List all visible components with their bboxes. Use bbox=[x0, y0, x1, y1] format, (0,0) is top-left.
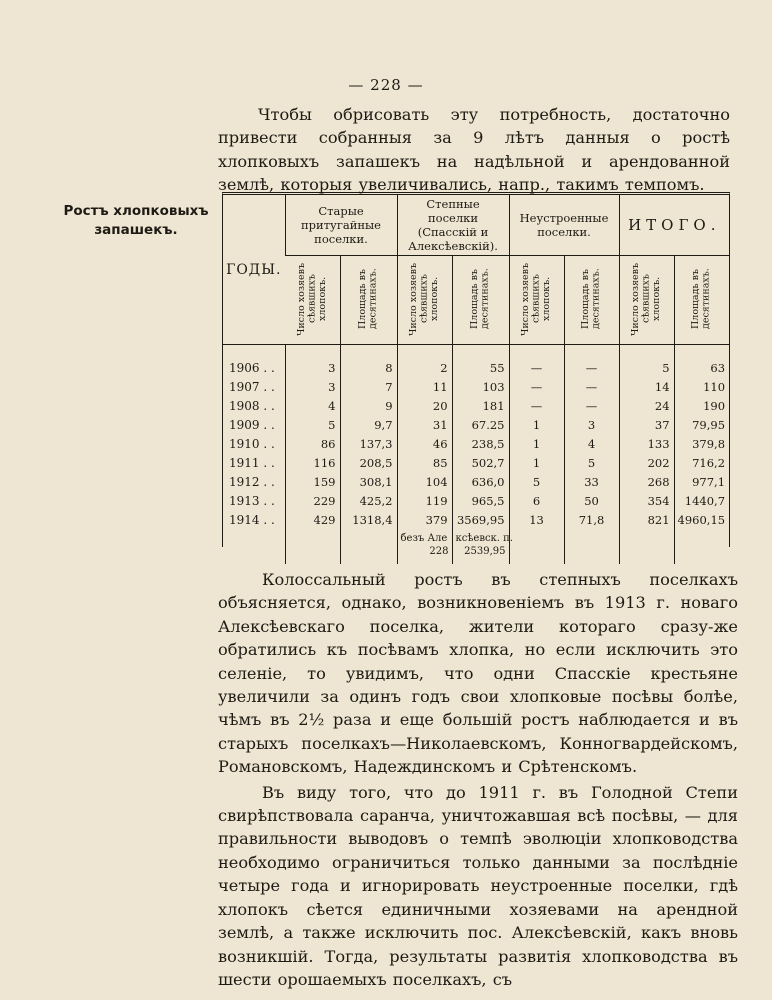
note-row-1914 bbox=[223, 532, 729, 558]
page-number: — 228 — bbox=[348, 76, 424, 94]
body-text bbox=[218, 568, 738, 991]
cell-a1: 8 bbox=[340, 361, 397, 380]
cell-a3: 50 bbox=[564, 494, 619, 513]
year-cell: 1909 . . bbox=[229, 418, 275, 432]
cell-ct: 821 bbox=[619, 513, 674, 532]
cell-c2: 379 bbox=[397, 513, 452, 532]
cell-c3: — bbox=[509, 399, 564, 418]
cell-a3: 4 bbox=[564, 437, 619, 456]
year-cell: 1906 . . bbox=[229, 361, 275, 375]
sub-header-count: Число хозяевъ сѣявшихъ хлопокъ. bbox=[619, 256, 674, 345]
cell-a2: 67.25 bbox=[452, 418, 509, 437]
cell-c2: 104 bbox=[397, 475, 452, 494]
cell-at: 977,1 bbox=[674, 475, 729, 494]
year-cell: 1912 . . bbox=[229, 475, 275, 489]
cell-c3: 5 bbox=[509, 475, 564, 494]
intro-paragraph bbox=[218, 103, 730, 197]
cell-a1: 208,5 bbox=[340, 456, 397, 475]
table-row bbox=[223, 513, 729, 532]
sub-header-count: Число хозяевъ сѣявшихъ хлопокъ. bbox=[509, 256, 564, 345]
cell-ct: 24 bbox=[619, 399, 674, 418]
cell-a2: 502,7 bbox=[452, 456, 509, 475]
cell-c1: 116 bbox=[285, 456, 340, 475]
note-right bbox=[455, 532, 513, 558]
cell-c2: 31 bbox=[397, 418, 452, 437]
table-row bbox=[223, 380, 729, 399]
cotton-acreage-table bbox=[223, 195, 729, 564]
note-left-line2: 228 bbox=[429, 546, 449, 557]
cell-c1: 5 bbox=[285, 418, 340, 437]
cell-at: 63 bbox=[674, 361, 729, 380]
cotton-table bbox=[222, 192, 730, 557]
cell-c3: 1 bbox=[509, 437, 564, 456]
table-filler-row bbox=[223, 558, 729, 564]
table-row bbox=[223, 475, 729, 494]
cell-c2: 20 bbox=[397, 399, 452, 418]
cell-c3: — bbox=[509, 380, 564, 399]
year-cell: 1910 . . bbox=[229, 437, 275, 451]
table-row bbox=[223, 399, 729, 418]
cell-a1: 1318,4 bbox=[340, 513, 397, 532]
table-spacer-row bbox=[223, 345, 729, 362]
cell-at: 190 bbox=[674, 399, 729, 418]
cell-at: 4960,15 bbox=[674, 513, 729, 532]
intro-text: Чтобы обрисовать эту потребность, достаточно привести собранныя за 9 лѣтъ данныя о ростѣ хлопковыхъ запашекъ на надѣльной и арендованной землѣ, которыя увеличивались, напр., такимъ темпомъ. bbox=[218, 105, 730, 195]
cell-ct: 268 bbox=[619, 475, 674, 494]
note-right-line2: 2539,95 bbox=[464, 546, 506, 557]
cell-a2: 238,5 bbox=[452, 437, 509, 456]
cell-a1: 7 bbox=[340, 380, 397, 399]
sub-header-count: Число хозяевъ сѣявшихъ хлопокъ. bbox=[397, 256, 452, 345]
cell-a3: 71,8 bbox=[564, 513, 619, 532]
cell-ct: 133 bbox=[619, 437, 674, 456]
cell-c2: 46 bbox=[397, 437, 452, 456]
cell-c3: — bbox=[509, 361, 564, 380]
cell-c3: 1 bbox=[509, 456, 564, 475]
cell-a2: 103 bbox=[452, 380, 509, 399]
year-cell: 1908 . . bbox=[229, 399, 275, 413]
cell-a3: 33 bbox=[564, 475, 619, 494]
group-header-steppe: Степные поселки (Спасскій и Алексѣевскій). bbox=[397, 195, 509, 256]
cell-c2: 11 bbox=[397, 380, 452, 399]
cell-at: 79,95 bbox=[674, 418, 729, 437]
year-cell: 1913 . . bbox=[229, 494, 275, 508]
cell-a2: 636,0 bbox=[452, 475, 509, 494]
cell-at: 716,2 bbox=[674, 456, 729, 475]
cell-ct: 5 bbox=[619, 361, 674, 380]
note-right-line1: ксѣевск. п. bbox=[455, 533, 513, 544]
cell-c3: 6 bbox=[509, 494, 564, 513]
cell-ct: 202 bbox=[619, 456, 674, 475]
cell-a3: 5 bbox=[564, 456, 619, 475]
cell-a2: 3569,95 bbox=[452, 513, 509, 532]
cell-a2: 181 bbox=[452, 399, 509, 418]
years-header: ГОДЫ. bbox=[223, 195, 285, 345]
year-cell: 1907 . . bbox=[229, 380, 275, 394]
sub-header-area: Площадь въ десятинахъ. bbox=[452, 256, 509, 345]
cell-c1: 86 bbox=[285, 437, 340, 456]
cell-c1: 3 bbox=[285, 361, 340, 380]
cell-a2: 965,5 bbox=[452, 494, 509, 513]
side-title: Ростъ хлопковыхъ запашекъ. bbox=[63, 203, 209, 238]
body-paragraph-2: Въ виду того, что до 1911 г. въ Голодной Степи свирѣпствовала саранча, уничтожавшая всѣ посѣвы, — для правильности выводовъ о темпѣ эволюціи хлопководства необходимо ограничиться только данными за послѣдніе четыре года и игнорировать неустроенные поселки, гдѣ хлопокъ сѣется единичными хозяевами на арендной землѣ, а также исключить пос. Алексѣевскій, какъ вновь возникшій. Тогда, результаты развитія хлопководства въ шести орошаемыхъ поселкахъ, съ bbox=[218, 782, 738, 989]
cell-c2: 2 bbox=[397, 361, 452, 380]
cell-a1: 9 bbox=[340, 399, 397, 418]
cell-ct: 14 bbox=[619, 380, 674, 399]
note-left bbox=[401, 532, 449, 558]
cell-c1: 429 bbox=[285, 513, 340, 532]
cell-a1: 425,2 bbox=[340, 494, 397, 513]
cell-a1: 137,3 bbox=[340, 437, 397, 456]
cell-c1: 3 bbox=[285, 380, 340, 399]
cell-c1: 229 bbox=[285, 494, 340, 513]
cell-c3: 13 bbox=[509, 513, 564, 532]
cell-ct: 37 bbox=[619, 418, 674, 437]
table-row bbox=[223, 418, 729, 437]
cell-at: 110 bbox=[674, 380, 729, 399]
table-row bbox=[223, 456, 729, 475]
cell-a1: 9,7 bbox=[340, 418, 397, 437]
year-cell: 1914 . . bbox=[229, 513, 275, 527]
sub-header-count: Число хозяевъ сѣявшихъ хлопокъ. bbox=[285, 256, 340, 345]
sub-header-area: Площадь въ десятинахъ. bbox=[674, 256, 729, 345]
table-row bbox=[223, 361, 729, 380]
cell-c3: 1 bbox=[509, 418, 564, 437]
sub-header-area: Площадь въ десятинахъ. bbox=[340, 256, 397, 345]
table-row bbox=[223, 494, 729, 513]
cell-c2: 85 bbox=[397, 456, 452, 475]
year-cell: 1911 . . bbox=[229, 456, 275, 470]
cell-at: 379,8 bbox=[674, 437, 729, 456]
sub-header-area: Площадь въ десятинахъ. bbox=[564, 256, 619, 345]
note-left-line1: безъ Але bbox=[400, 533, 448, 544]
cell-ct: 354 bbox=[619, 494, 674, 513]
cell-a3: — bbox=[564, 399, 619, 418]
group-header-unsettled: Неустроенные поселки. bbox=[509, 195, 619, 256]
cell-c2: 119 bbox=[397, 494, 452, 513]
cell-a3: — bbox=[564, 361, 619, 380]
group-header-old: Старые притугайные поселки. bbox=[285, 195, 397, 256]
group-header-total: ИТОГО. bbox=[619, 195, 729, 256]
cell-at: 1440,7 bbox=[674, 494, 729, 513]
table-row bbox=[223, 437, 729, 456]
cell-a3: — bbox=[564, 380, 619, 399]
cell-a1: 308,1 bbox=[340, 475, 397, 494]
cell-a2: 55 bbox=[452, 361, 509, 380]
cell-c1: 4 bbox=[285, 399, 340, 418]
body-paragraph-1: Колоссальный ростъ въ степныхъ поселкахъ объясняется, однако, возникновеніемъ въ 1913 г. новаго Алексѣевскаго поселка, жители котораго сразу-же обратились къ посѣвамъ хлопка, но если исключить это селеніе, то увидимъ, что одни Спасскіе крестьяне увеличили за одинъ годъ свои хлопковые посѣвы болѣе, чѣмъ въ 2½ раза и еще большій ростъ наблюдается и въ старыхъ поселкахъ—Николаевскомъ, Конногвардейскомъ, Романовскомъ, Надеждинскомъ и Срѣтенскомъ. bbox=[218, 570, 738, 777]
cell-c1: 159 bbox=[285, 475, 340, 494]
cell-a3: 3 bbox=[564, 418, 619, 437]
